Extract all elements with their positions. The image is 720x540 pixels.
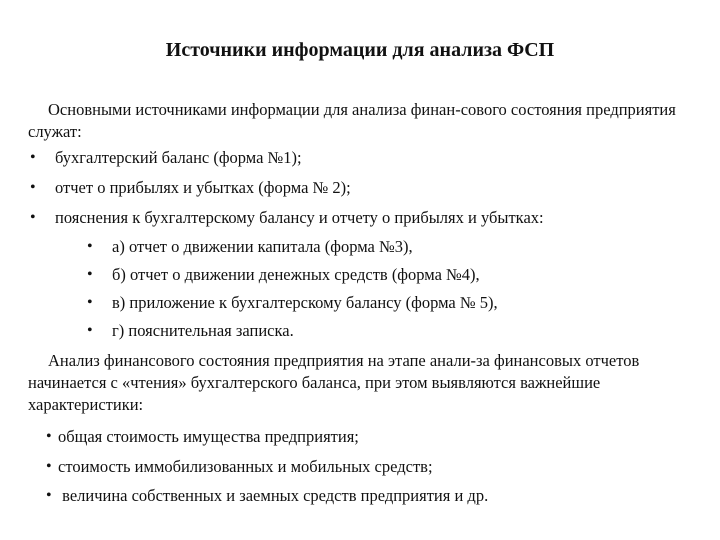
slide-title: Источники информации для анализа ФСП (165, 39, 555, 61)
list-item-characteristic: величина собственных и заемных средств предприятия и др. (58, 486, 489, 505)
bullet-icon: • (30, 209, 36, 226)
list-item-explanation: в) приложение к бухгалтерскому балансу (форма № 5), (112, 293, 498, 312)
bullet-icon: • (87, 266, 93, 283)
list-item-source: пояснения к бухгалтерскому балансу и отчету о прибылях и убытках: (55, 208, 544, 227)
list-item-explanation: а) отчет о движении капитала (форма №3), (112, 237, 413, 256)
bullet-icon: • (46, 487, 52, 504)
bullet-icon: • (30, 149, 36, 166)
list-item-explanation: б) отчет о движении денежных средств (форма №4), (112, 265, 480, 284)
list-item-source: отчет о прибылях и убытках (форма № 2); (55, 178, 351, 197)
list-item-characteristic: общая стоимость имущества предприятия; (58, 427, 359, 446)
list-item-explanation: г) пояснительная записка. (112, 321, 294, 340)
bullet-icon: • (30, 179, 36, 196)
bullet-icon: • (87, 294, 93, 311)
bullet-icon: • (87, 322, 93, 339)
list-item-characteristic: стоимость иммобилизованных и мобильных средств; (58, 457, 433, 476)
intro-paragraph: Основными источниками информации для анализа финан-сового состояния предприятия служат: (28, 100, 676, 141)
bullet-icon: • (46, 428, 52, 445)
bullet-icon: • (87, 238, 93, 255)
analysis-paragraph: Анализ финансового состояния предприятия на этапе анали-за финансовых отчетов начинается с «чтения» бухгалтерского баланса, при этом выявляются важнейшие характеристики: (28, 351, 640, 414)
bullet-icon: • (46, 458, 52, 475)
list-item-source: бухгалтерский баланс (форма №1); (55, 148, 302, 167)
